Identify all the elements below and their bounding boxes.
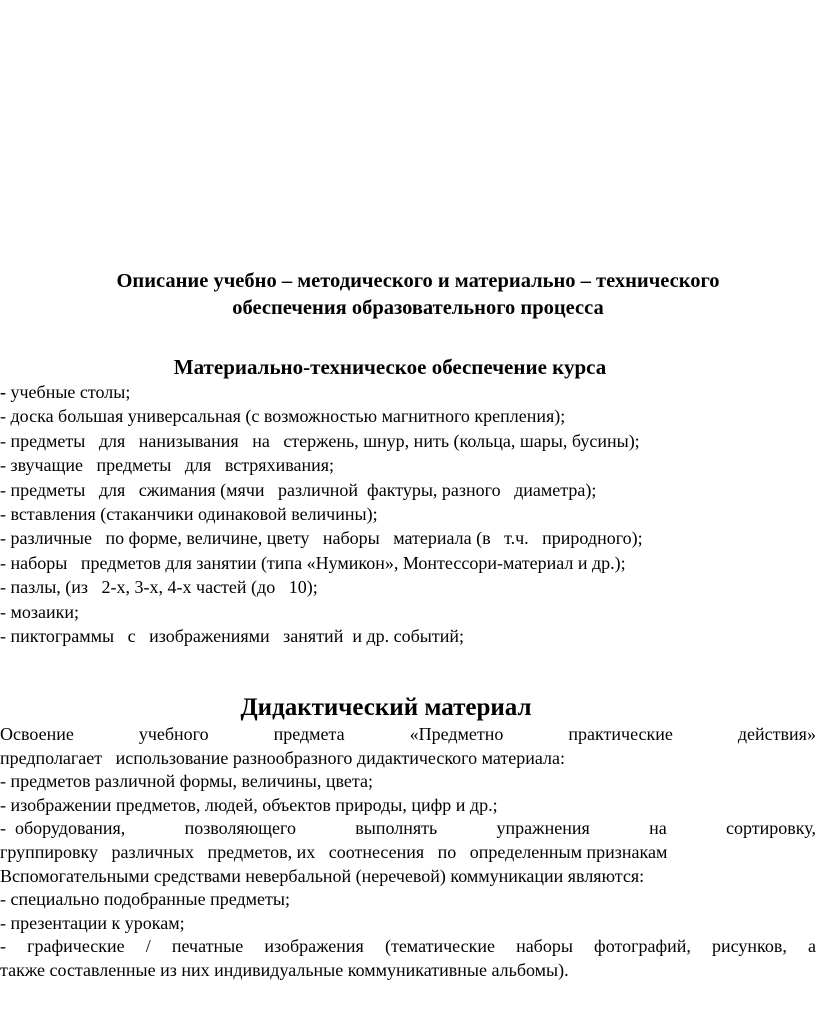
list-item: - мозаики; [0, 601, 80, 622]
intro-line-1: Освоение учебного предмета «Предметно практические действия» [0, 724, 816, 744]
list-item: - изображении предметов, людей, объектов природы, цифр и др.; [0, 794, 498, 815]
graphic-line-2: также составленные из них индивидуальные коммуникативные альбомы). [0, 959, 569, 980]
list-item: - наборы предметов для занятии (типа «Нумикон», Монтессори-материал и др.); [0, 552, 626, 573]
material-list [0, 380, 816, 648]
list-item: - пазлы, (из 2-х, 3-х, 4-х частей (до 10); [0, 577, 318, 598]
didactic-section-heading: Дидактический материал [240, 694, 532, 721]
list-item: - предметы для сжимания (мячи различной фактуры, разного диаметра); [0, 479, 597, 500]
graphic-line-1: - графические / печатные изображения (тематические наборы фотографий, рисунков, а [0, 936, 816, 957]
list-item: - вставления (стаканчики одинаковой величины); [0, 503, 378, 524]
nonverbal-intro: Вспомогательными средствами невербальной (неречевой) коммуникации являются: [0, 865, 645, 886]
material-section-heading: Материально-техническое обеспечение курса [173, 355, 607, 379]
list-item: - предметы для нанизывания на стержень, шнур, нить (кольца, шары, бусины); [0, 430, 640, 451]
equipment-line-1: - оборудования, позволяющего выполнять упражнения на сортировку, [0, 818, 816, 839]
list-item: - предметов различной формы, величины, цвета; [0, 771, 373, 792]
title-line-1: Описание учебно – методического и материально – технического [116, 270, 720, 292]
didactic-section-body [0, 723, 816, 983]
list-item: - доска большая универсальная (с возможностью магнитного крепления); [0, 406, 566, 427]
list-item: - презентации к урокам; [0, 912, 185, 933]
list-item: - учебные столы; [0, 382, 131, 402]
title-line-2: обеспечения образовательного процесса [232, 297, 604, 319]
document-title [0, 268, 816, 322]
intro-line-2: предполагает использование разнообразного дидактического материала: [0, 747, 566, 768]
list-item: - различные по форме, величине, цвету наборы материала (в т.ч. природного); [0, 528, 643, 549]
list-item: - пиктограммы с изображениями занятий и др. событий; [0, 625, 464, 646]
list-item: - звучащие предметы для встряхивания; [0, 455, 334, 476]
list-item: - специально подобранные предметы; [0, 889, 290, 910]
equipment-line-2: группировку различных предметов, их соотнесения по определенным признакам [0, 841, 668, 862]
